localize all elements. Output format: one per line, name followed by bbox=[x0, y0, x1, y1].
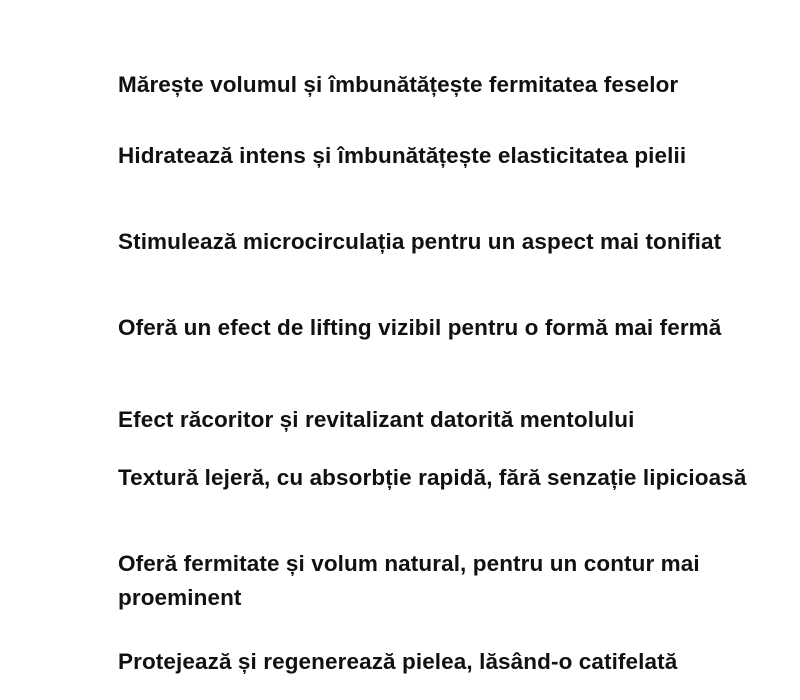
benefit-item-cooling: Efect răcoritor și revitalizant datorită mentolului bbox=[118, 407, 635, 432]
benefit-item-protection: Protejează și regenerează pielea, lăsând-o catifelată bbox=[118, 649, 678, 674]
benefit-item-microcirculation: Stimulează microcirculația pentru un aspect mai tonifiat bbox=[118, 229, 722, 254]
benefit-item-firmness: Oferă fermitate și volum natural, pentru un contur mai proeminent bbox=[118, 551, 700, 610]
benefit-item-volume: Mărește volumul și îmbunătățește fermitatea feselor bbox=[118, 72, 679, 97]
benefit-item-texture: Textură lejeră, cu absorbție rapidă, fără senzație lipicioasă bbox=[118, 465, 747, 490]
benefit-item-lifting: Oferă un efect de lifting vizibil pentru o formă mai fermă bbox=[118, 315, 722, 340]
benefit-item-hydration: Hidratează intens și îmbunătățește elasticitatea pielii bbox=[118, 143, 687, 168]
